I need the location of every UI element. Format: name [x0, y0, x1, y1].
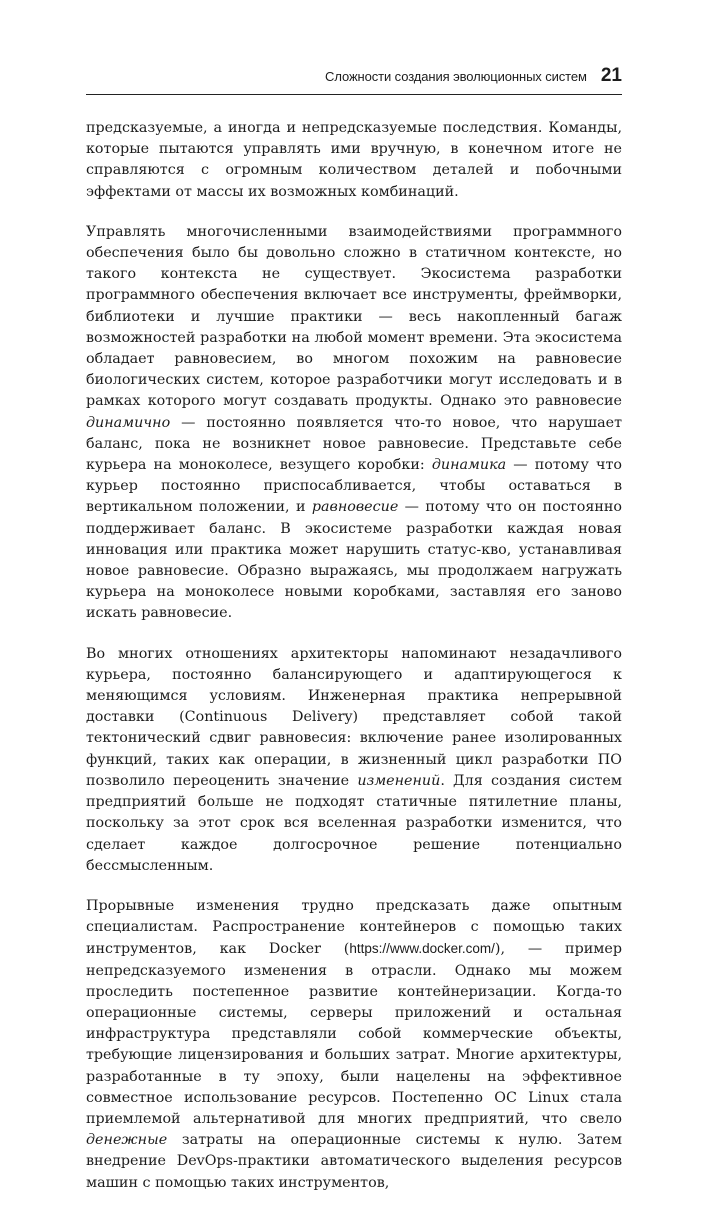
text-run: — потому что он постоянно поддерживает баланс. В экосистеме разработки каждая новая инновация или практика может нарушить статус-кво, устанавливая новое равновесие. Образно выражаясь, мы продолжаем нагружать курьера на моноколесе новыми коробками, заставляя его заново искать равновесие.	[86, 499, 623, 622]
running-title: Сложности создания эволюционных систем	[325, 68, 587, 84]
text-run: . Для создания систем предприятий больше не подходят статичные пятилетние планы, поскольку за этот срок вся вселенная разработки изменится, что сделает каждое долгосрочное решение потенциально бессмысленным.	[86, 772, 622, 874]
page-number: 21	[600, 65, 622, 86]
page-header	[86, 58, 622, 95]
emphasis: изменений	[357, 772, 441, 789]
text-run: Прорывные изменения трудно предсказать даже опытным специалистам. Распространение контейнеров с помощью таких инструментов, как Docker (	[86, 897, 622, 958]
emphasis: денежные	[86, 1132, 168, 1149]
text-run: Во многих отношениях архитекторы напоминают незадачливого курьера, постоянно балансирующего и адаптирующегося к меняющимся условиям. Инженерная практика непрерывной доставки (Continuous Delivery) представляет собой такой тектонический сдвиг равновесия: включение ранее изолированных функций, таких как операции, в жизненный цикл разработки ПО позволило переоценить значение	[86, 645, 622, 789]
paragraph-2	[86, 222, 622, 625]
emphasis: равновесие	[311, 499, 399, 516]
paragraph-3	[86, 644, 622, 877]
paragraph-4	[86, 896, 622, 1194]
page-body	[86, 118, 622, 1213]
emphasis: динамично	[86, 414, 171, 431]
text-run: — потому что курьер постоянно приспосабливается, чтобы оставаться в вертикальном положении, и	[86, 457, 622, 516]
emphasis: динамика	[431, 457, 507, 474]
paragraph-1: предсказуемые, а иногда и непредсказуемые последствия. Команды, которые пытаются управлять ими вручную, в конечном итоге не справляются с огромным количеством деталей и побочными эффектами от массы их возможных комбинаций.	[86, 120, 622, 200]
text-run: ), — пример непредсказуемого изменения в отрасли. Однако мы можем проследить постепенное развитие контейнеризации. Когда-то операционные системы, серверы приложений и остальная инфраструктура представляли собой коммерческие объекты, требующие лицензирования и больших затрат. Многие архитектуры, разработанные в ту эпоху, были нацелены на эффективное совместное использование ресурсов. Постепенно ОС Linux стала приемлемой альтернативой для многих предприятий, что свело	[86, 941, 623, 1127]
text-run: Управлять многочисленными взаимодействиями программного обеспечения было бы довольно сложно в статичном контексте, но такого контекста не существует. Экосистема разработки программного обеспечения включает все инструменты, фреймворки, библиотеки и лучшие практики — весь накопленный багаж возможностей разработки на любой момент времени. Эта экосистема обладает равновесием, во многом похожим на равновесие биологических систем, которое разработчики могут исследовать и в рамках которого могут создавать продукты. Однако это равновесие	[86, 223, 622, 410]
text-run: — постоянно появляется что-то новое, что нарушает баланс, пока не возникнет новое равновесие. Представьте себе курьера на моноколесе, везущего коробки:	[86, 414, 622, 474]
text-run: затраты на операционные системы к нулю. Затем внедрение DevOps-практики автоматического выделения ресурсов машин с помощью таких инструментов,	[86, 1132, 622, 1191]
docker-url: https://www.docker.com/	[349, 941, 495, 957]
